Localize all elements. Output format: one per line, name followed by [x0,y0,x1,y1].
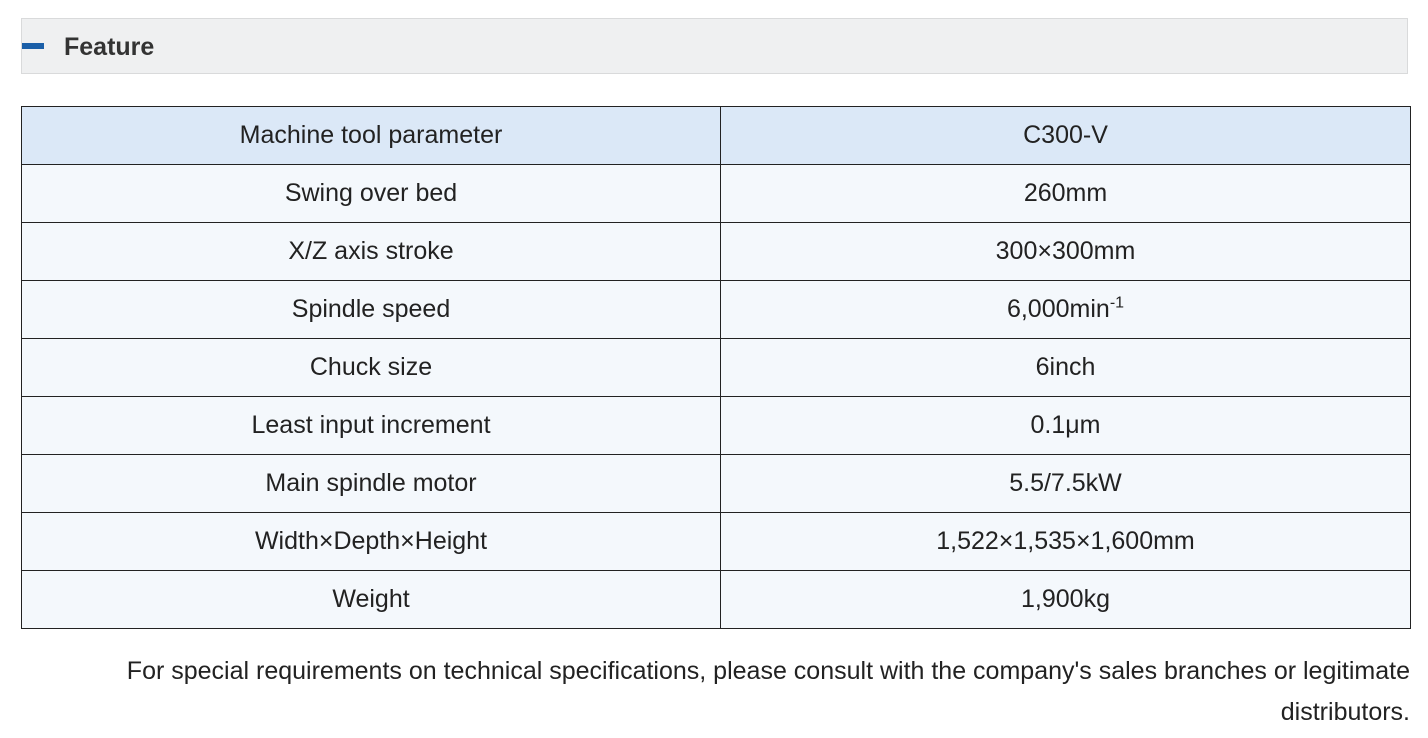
value-superscript: -1 [1109,294,1125,312]
table-row [22,223,1411,281]
value-cell [721,165,1411,223]
param-cell: Spindle speed [22,281,721,339]
table-row [22,397,1411,455]
param-cell: Chuck size [22,339,721,397]
table-row [22,339,1411,397]
value-text: 300×300mm [995,237,1136,265]
value-cell [721,571,1411,629]
param-cell: Width×Depth×Height [22,513,721,571]
value-cell [721,223,1411,281]
footnote: For special requirements on technical specifications, please consult with the company's sales branches or legitimate distributors. [126,657,1410,726]
column-header-model: C300-V [721,107,1411,165]
table-row [22,281,1411,339]
table-row [22,571,1411,629]
value-cell [721,455,1411,513]
value-text: 0.1μm [1030,411,1101,439]
param-cell: Weight [22,571,721,629]
value-cell [721,513,1411,571]
value-text: 5.5/7.5kW [1009,469,1122,497]
value-text: 6,000min [1006,295,1110,323]
section-title: Feature [64,33,155,61]
table-row [22,165,1411,223]
minus-icon[interactable] [22,43,44,49]
value-text: 6inch [1035,353,1096,381]
table-header-row [22,107,1411,165]
param-cell: Swing over bed [22,165,721,223]
value-text: 260mm [1023,179,1108,207]
value-text: 1,522×1,535×1,600mm [936,527,1195,555]
table-row [22,455,1411,513]
value-text: 1,900kg [1021,585,1110,613]
value-cell [721,339,1411,397]
param-cell: Main spindle motor [22,455,721,513]
param-cell: Least input increment [22,397,721,455]
value-cell [721,281,1411,339]
table-row [22,513,1411,571]
spec-table [21,106,1411,629]
section-header-feature[interactable] [21,18,1408,74]
param-cell: X/Z axis stroke [22,223,721,281]
value-cell [721,397,1411,455]
column-header-parameter: Machine tool parameter [22,107,721,165]
